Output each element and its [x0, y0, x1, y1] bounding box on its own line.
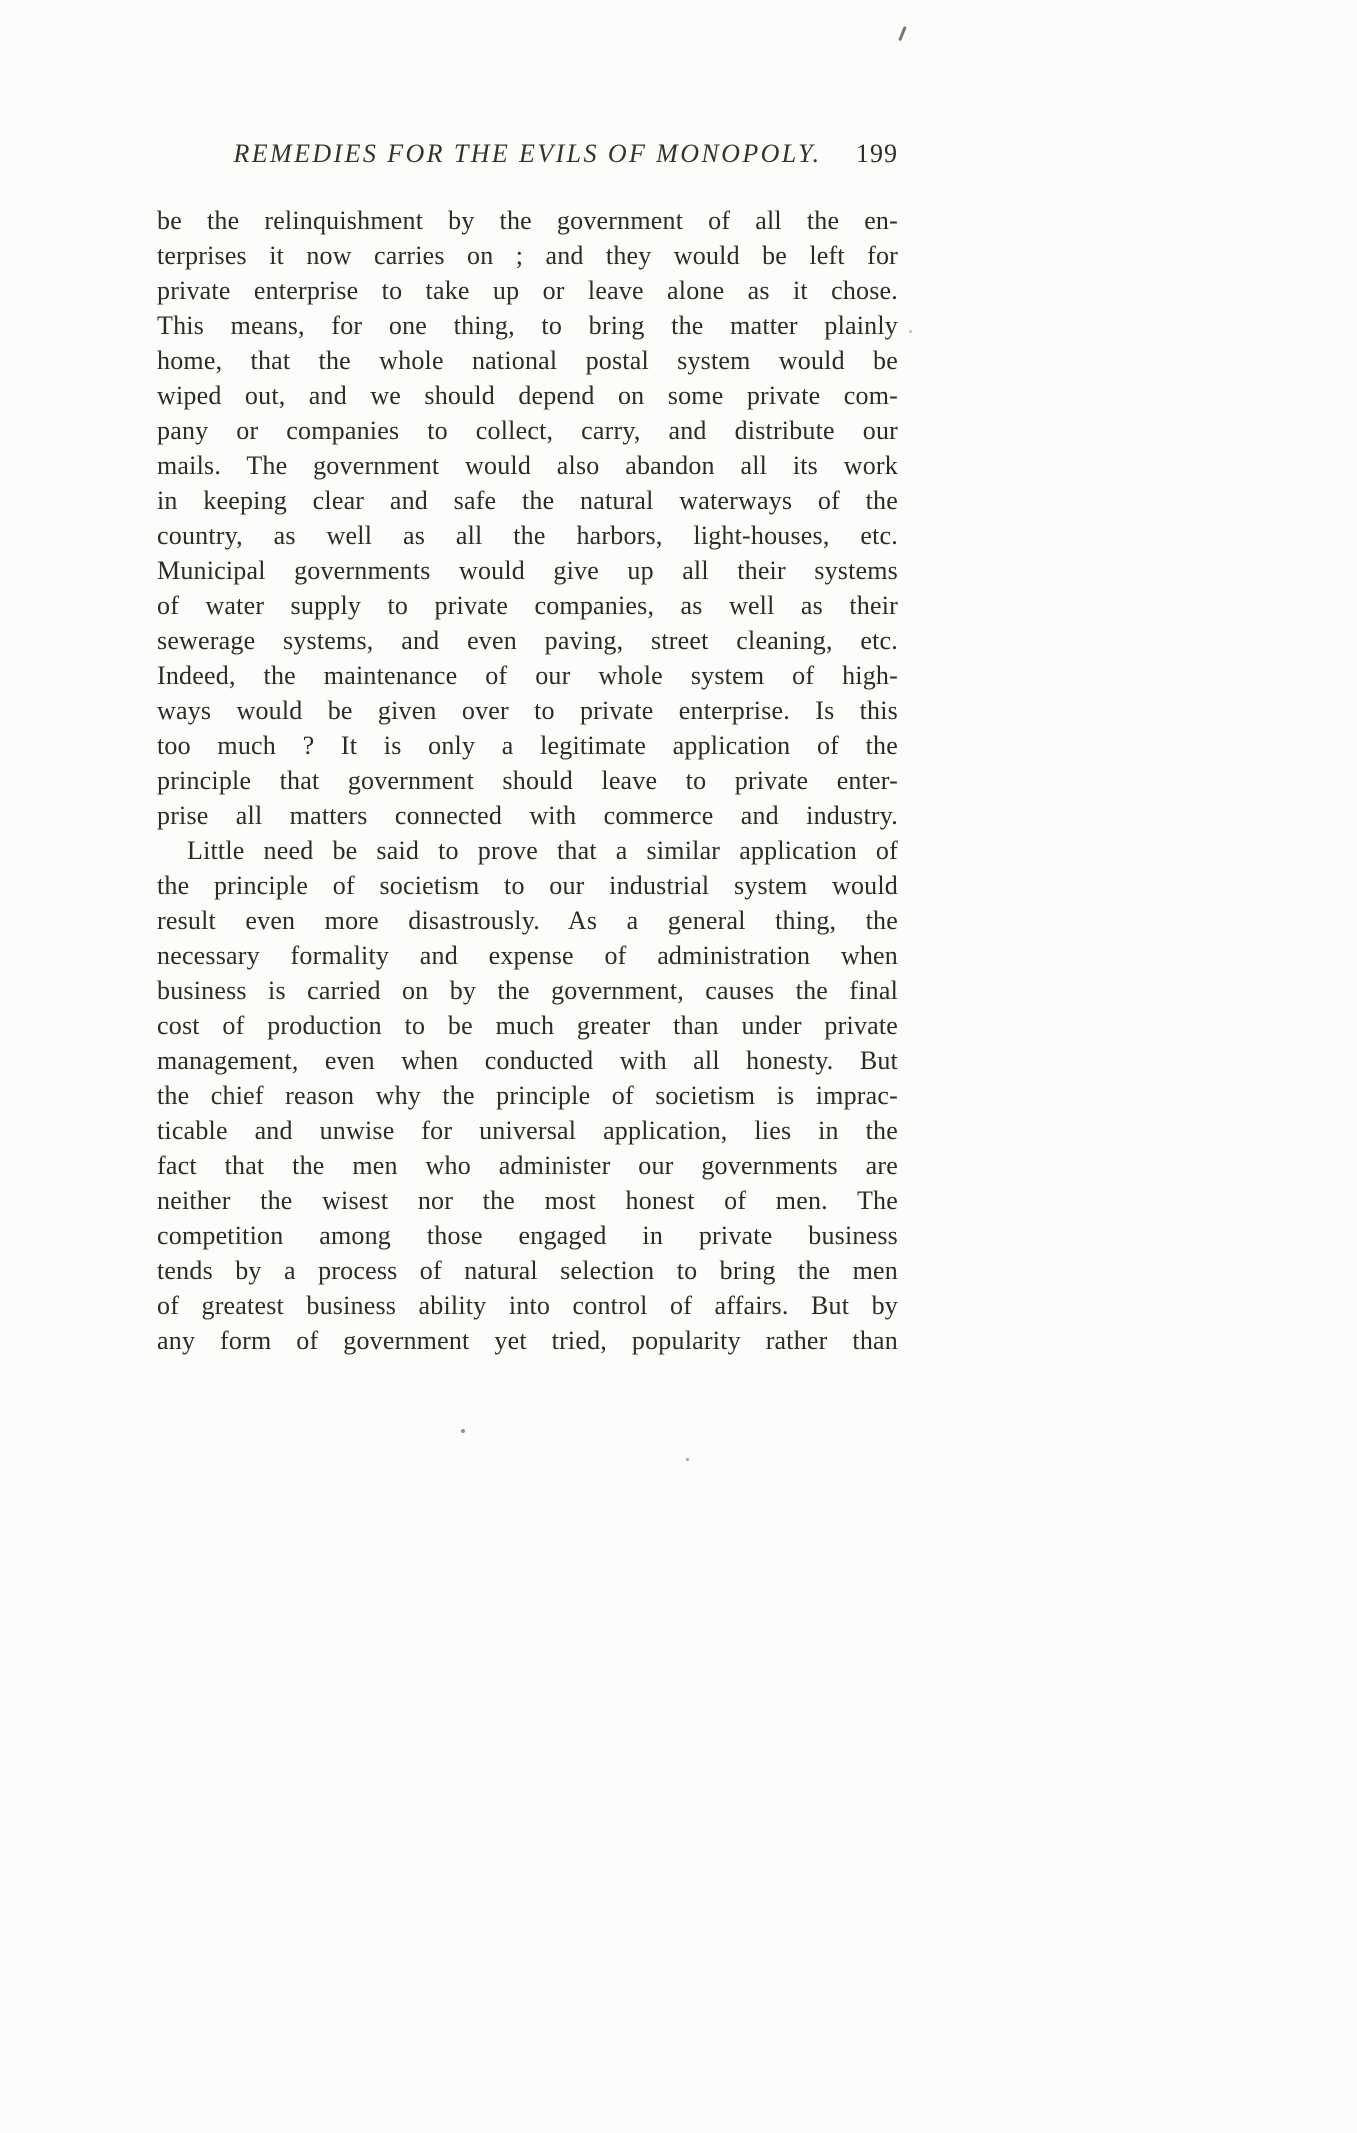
text-line: sewerage systems, and even paving, street cleaning, etc.: [157, 626, 898, 655]
scan-speck: [461, 1429, 465, 1433]
text-line: principle that government should leave to private enter-: [157, 766, 898, 795]
text-line: pany or companies to collect, carry, and distribute our: [157, 416, 898, 445]
text-line: management, even when conducted with all honesty. But: [157, 1046, 898, 1075]
text-line: This means, for one thing, to bring the matter plainly: [157, 311, 898, 340]
text-line: result even more disastrously. As a general thing, the: [157, 906, 898, 935]
text-line: ways would be given over to private enterprise. Is this: [157, 696, 898, 725]
text-line: Indeed, the maintenance of our whole system of high-: [157, 661, 898, 690]
text-line: terprises it now carries on ; and they would be left for: [157, 241, 898, 270]
text-line: Municipal governments would give up all their systems: [157, 556, 898, 585]
text-line: wiped out, and we should depend on some private com-: [157, 381, 898, 410]
text-line: any form of government yet tried, popularity rather than: [157, 1326, 898, 1355]
page-number: 199: [856, 139, 898, 168]
text-line: of water supply to private companies, as well as their: [157, 591, 898, 620]
text-line: necessary formality and expense of administration when: [157, 941, 898, 970]
text-line: mails. The government would also abandon all its work: [157, 451, 898, 480]
scan-speck: [898, 26, 906, 41]
text-line: tends by a process of natural selection to bring the men: [157, 1256, 898, 1285]
text-line: private enterprise to take up or leave alone as it chose.: [157, 276, 898, 305]
scan-speck: [686, 1458, 689, 1461]
text-line: country, as well as all the harbors, light-houses, etc.: [157, 521, 898, 550]
text-line: business is carried on by the government, causes the final: [157, 976, 898, 1005]
text-line: home, that the whole national postal system would be: [157, 346, 898, 375]
text-line: prise all matters connected with commerce and industry.: [157, 801, 898, 830]
text-line: ticable and unwise for universal application, lies in the: [157, 1116, 898, 1145]
text-line: neither the wisest nor the most honest of men. The: [157, 1186, 898, 1215]
text-line: Little need be said to prove that a similar application of: [187, 836, 898, 865]
text-line: in keeping clear and safe the natural waterways of the: [157, 486, 898, 515]
text-line: of greatest business ability into control of affairs. But by: [157, 1291, 898, 1320]
text-line: too much ? It is only a legitimate application of the: [157, 731, 898, 760]
scan-speck: [909, 330, 912, 333]
text-line: cost of production to be much greater than under private: [157, 1011, 898, 1040]
text-line: the principle of societism to our industrial system would: [157, 871, 898, 900]
text-line: be the relinquishment by the government of all the en-: [157, 206, 898, 235]
running-title: REMEDIES FOR THE EVILS OF MONOPOLY.: [233, 139, 822, 168]
page-header: [157, 139, 898, 169]
body-text: [157, 203, 898, 1358]
text-line: competition among those engaged in private business: [157, 1221, 898, 1250]
text-line: the chief reason why the principle of societism is imprac-: [157, 1081, 898, 1110]
text-line: fact that the men who administer our governments are: [157, 1151, 898, 1180]
